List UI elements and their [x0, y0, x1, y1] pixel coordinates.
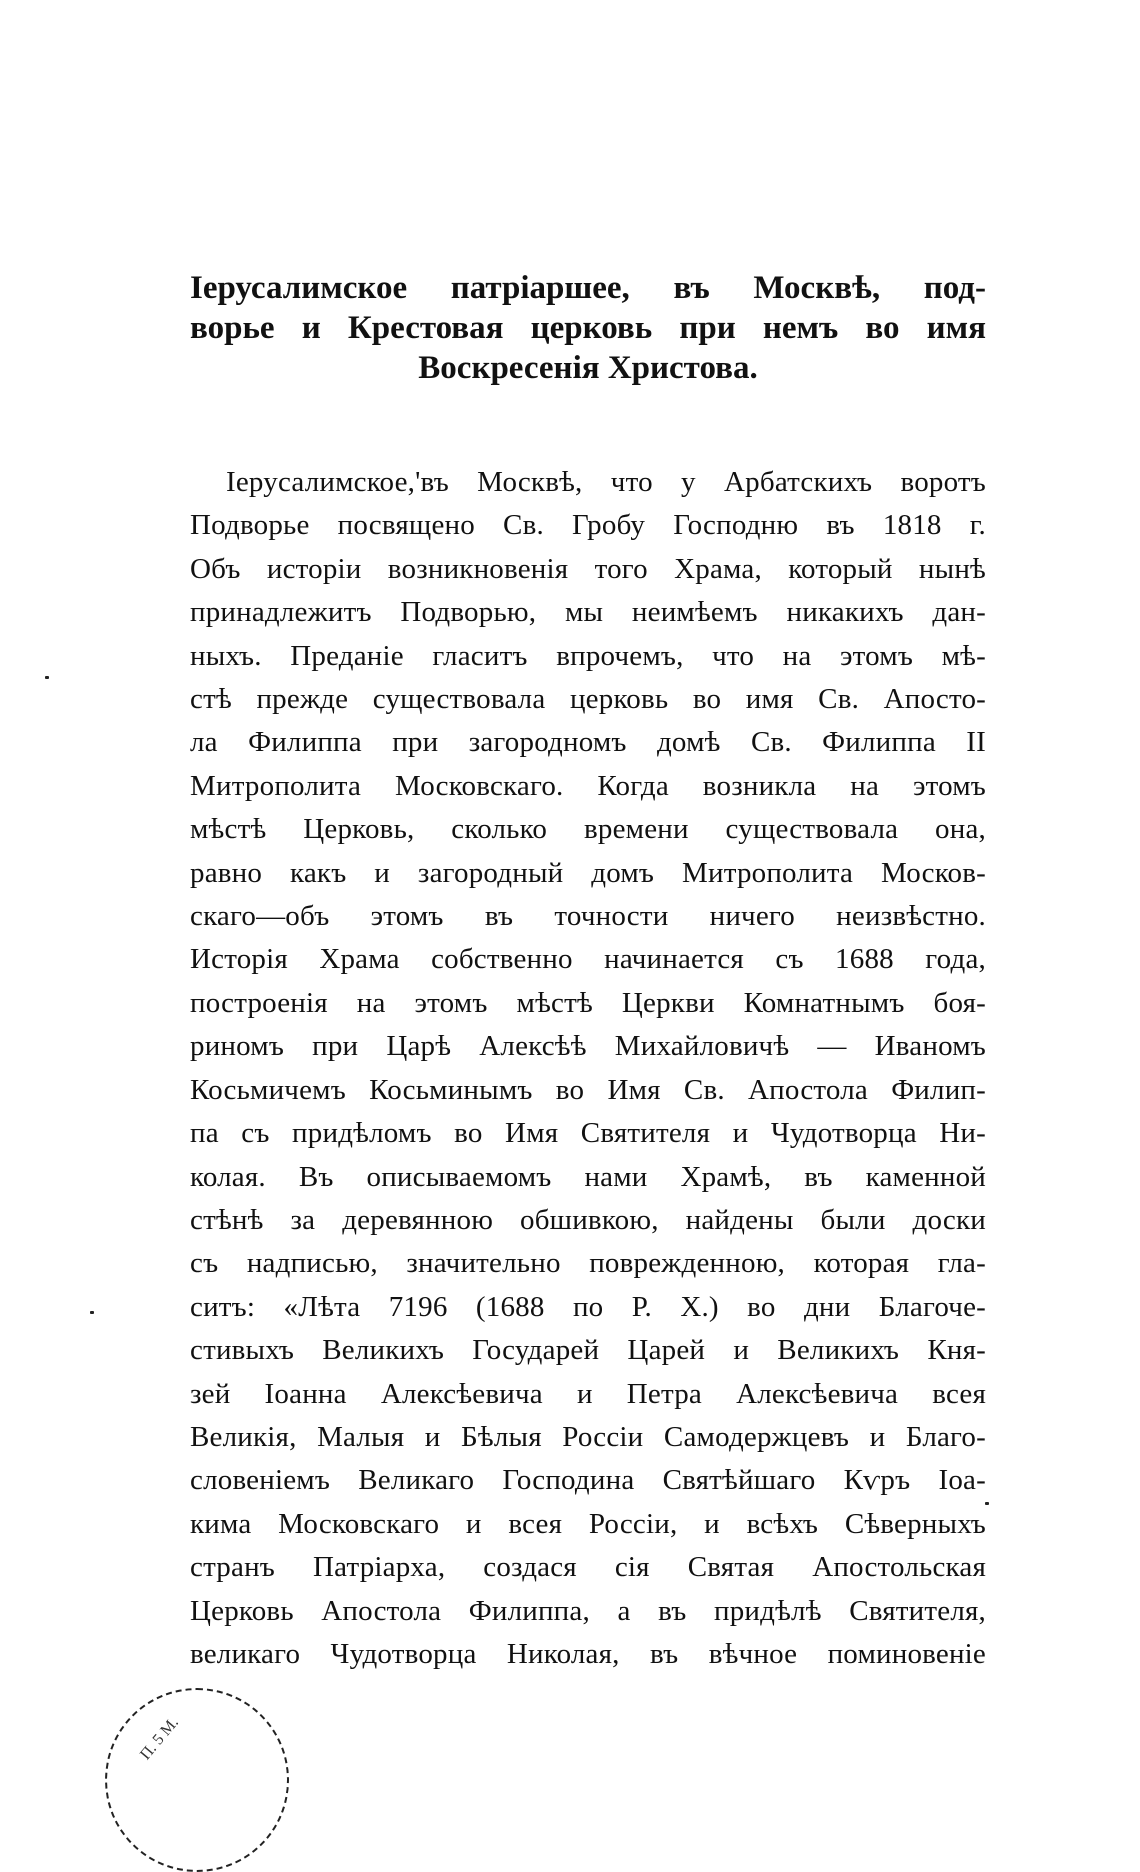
- text-line: стѣнѣ за деревянною обшивкою, найдены были доски: [190, 1203, 986, 1236]
- text-line: Церковь Апостола Филиппа, а въ придѣлѣ Святителя,: [190, 1594, 986, 1627]
- text-line: ситъ: «Лѣта 7196 (1688 по Р. Х.) во дни Благоче-: [190, 1290, 986, 1323]
- text-line: Подворье посвящено Св. Гробу Господню въ 1818 г.: [190, 509, 986, 542]
- text-line: словеніемъ Великаго Господина Святѣйшаго Кѵръ Іоа-: [190, 1464, 986, 1497]
- text-line: странъ Патріарха, создася сія Святая Апостольская: [190, 1551, 986, 1584]
- text-line: риномъ при Царѣ Алексѣѣ Михайловичѣ — Иваномъ: [190, 1030, 986, 1063]
- print-speck: [90, 1311, 94, 1314]
- body-text: [190, 461, 986, 1676]
- print-speck: [985, 1502, 989, 1505]
- text-line: зей Іоанна Алексѣевича и Петра Алексѣевича всея: [190, 1377, 986, 1410]
- text-line: принадлежитъ Подворью, мы неимѣемъ никакихъ дан-: [190, 596, 986, 629]
- title-line: Іерусалимское патріаршее, въ Москвѣ, под-: [190, 270, 986, 306]
- print-speck: [45, 676, 49, 679]
- text-line: построенія на этомъ мѣстѣ Церкви Комнатнымъ боя-: [190, 986, 986, 1019]
- text-line: съ надписью, значительно поврежденною, которая гла-: [190, 1247, 986, 1280]
- text-line: скаго—объ этомъ въ точности ничего неизвѣстно.: [190, 900, 986, 933]
- text-line: Митрополита Московскаго. Когда возникла на этомъ: [190, 769, 986, 802]
- text-line: равно какъ и загородный домъ Митрополита Москов-: [190, 856, 986, 889]
- title-line: Воскресенія Христова.: [418, 350, 758, 386]
- text-line: Исторія Храма собственно начинается съ 1688 года,: [190, 943, 986, 976]
- text-line: колая. Въ описываемомъ нами Храмѣ, въ каменной: [190, 1160, 986, 1193]
- stamp-text: П. 5 М.: [136, 1714, 183, 1764]
- title-line: ворье и Крестовая церковь при немъ во имя: [190, 310, 986, 346]
- library-stamp: [105, 1688, 289, 1872]
- text-line: стѣ прежде существовала церковь во имя Св. Апосто-: [190, 683, 986, 716]
- text-line: великаго Чудотворца Николая, въ вѣчное поминовеніе: [190, 1637, 986, 1670]
- text-line: па съ придѣломъ во Имя Святителя и Чудотворца Ни-: [190, 1117, 986, 1150]
- text-line: ла Филиппа при загородномъ домѣ Св. Филиппа II: [190, 726, 986, 759]
- text-line: кима Московскаго и всея Россіи, и всѣхъ Сѣверныхъ: [190, 1507, 986, 1540]
- text-line: Косьмичемъ Косьминымъ во Имя Св. Апостола Филип-: [190, 1073, 986, 1106]
- text-line: Великія, Малыя и Бѣлыя Россіи Самодержцевъ и Благо-: [190, 1420, 986, 1453]
- chapter-title: [190, 268, 986, 388]
- text-line: ныхъ. Преданіе гласитъ впрочемъ, что на этомъ мѣ-: [190, 639, 986, 672]
- text-line: Іерусалимское,'въ Москвѣ, что у Арбатскихъ воротъ: [226, 466, 986, 498]
- text-line: Объ исторіи возникновенія того Храма, который нынѣ: [190, 552, 986, 585]
- text-line: мѣстѣ Церковь, сколько времени существовала она,: [190, 813, 986, 846]
- text-line: стивыхъ Великихъ Государей Царей и Великихъ Кня-: [190, 1334, 986, 1367]
